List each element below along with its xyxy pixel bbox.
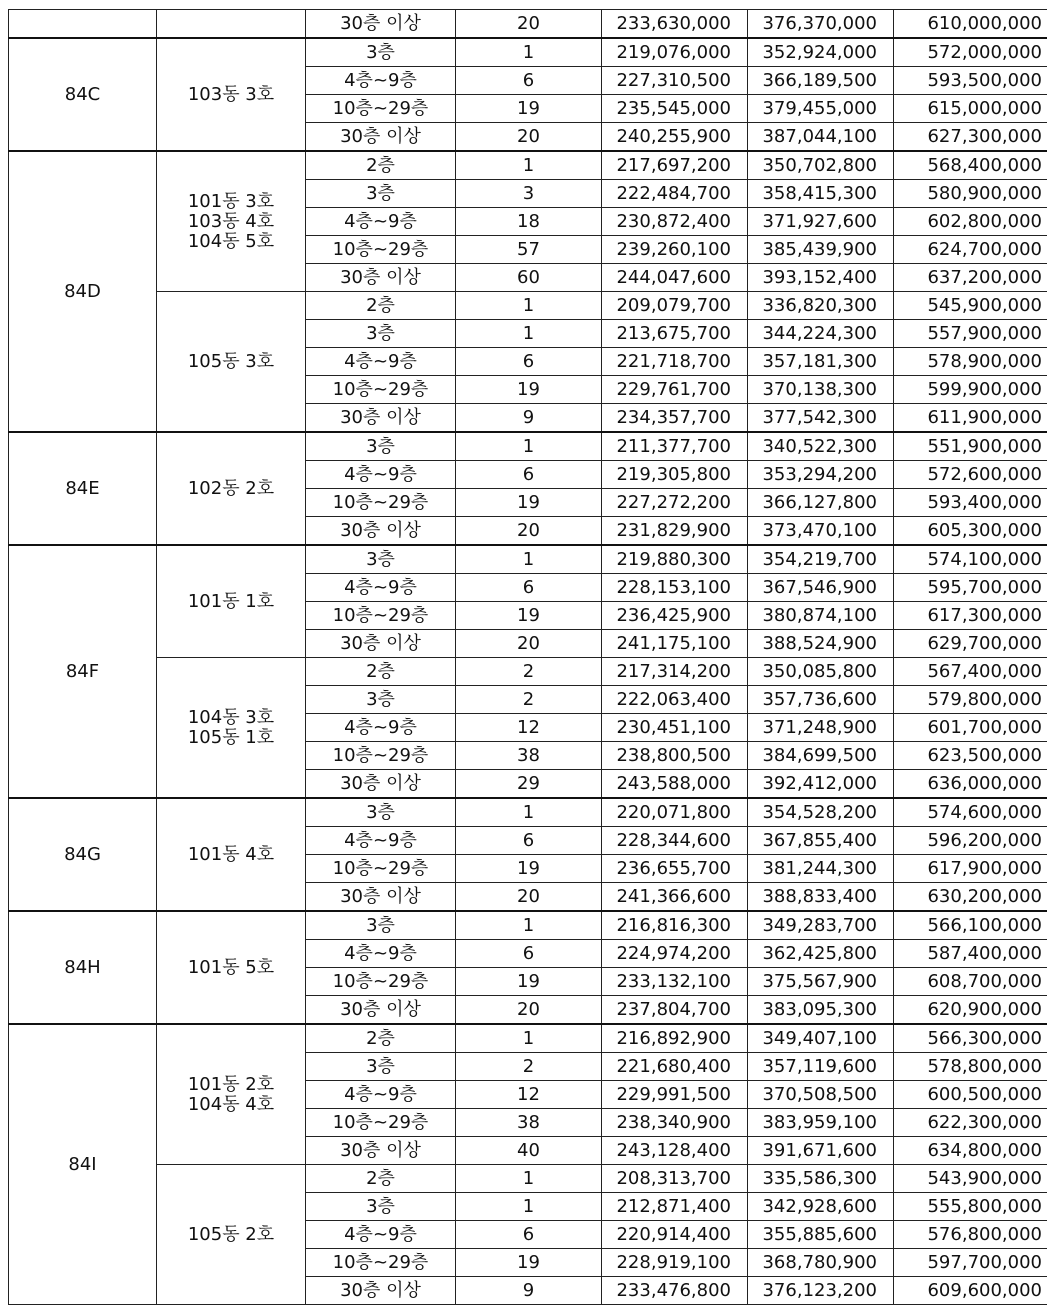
unit-count-cell: 6 bbox=[456, 940, 602, 968]
price-land-cell: 228,153,100 bbox=[602, 574, 748, 602]
price-building-cell: 342,928,600 bbox=[748, 1193, 894, 1221]
floor-range-cell: 3층 bbox=[306, 180, 456, 208]
price-building-cell: 357,119,600 bbox=[748, 1053, 894, 1081]
price-total-cell: 599,900,000 bbox=[894, 376, 1047, 404]
unit-line-cell bbox=[157, 10, 306, 39]
floor-range-cell: 3층 bbox=[306, 545, 456, 574]
unit-count-cell: 1 bbox=[456, 320, 602, 348]
unit-count-cell: 1 bbox=[456, 292, 602, 320]
unit-count-cell: 1 bbox=[456, 38, 602, 67]
unit-count-cell: 40 bbox=[456, 1137, 602, 1165]
price-total-cell: 610,000,000 bbox=[894, 10, 1047, 39]
price-total-cell: 557,900,000 bbox=[894, 320, 1047, 348]
unit-line-label: 101동 5호 bbox=[187, 956, 275, 978]
floor-range-cell: 10층~29층 bbox=[306, 968, 456, 996]
price-land-cell: 233,630,000 bbox=[602, 10, 748, 39]
unit-line-label: 105동 2호 bbox=[187, 1223, 275, 1245]
price-land-cell: 238,340,900 bbox=[602, 1109, 748, 1137]
floor-range-cell: 10층~29층 bbox=[306, 1249, 456, 1277]
price-total-cell: 629,700,000 bbox=[894, 630, 1047, 658]
price-building-cell: 367,855,400 bbox=[748, 827, 894, 855]
price-building-cell: 381,244,300 bbox=[748, 855, 894, 883]
price-total-cell: 593,500,000 bbox=[894, 67, 1047, 95]
price-building-cell: 383,095,300 bbox=[748, 996, 894, 1025]
table-row bbox=[9, 798, 1047, 827]
price-total-cell: 615,000,000 bbox=[894, 95, 1047, 123]
floor-range-cell: 4층~9층 bbox=[306, 574, 456, 602]
price-total-cell: 601,700,000 bbox=[894, 714, 1047, 742]
price-total-cell: 630,200,000 bbox=[894, 883, 1047, 912]
price-building-cell: 353,294,200 bbox=[748, 461, 894, 489]
unit-count-cell: 20 bbox=[456, 630, 602, 658]
floor-range-cell: 10층~29층 bbox=[306, 855, 456, 883]
price-building-cell: 391,671,600 bbox=[748, 1137, 894, 1165]
unit-count-cell: 1 bbox=[456, 151, 602, 180]
price-total-cell: 609,600,000 bbox=[894, 1277, 1047, 1305]
price-building-cell: 352,924,000 bbox=[748, 38, 894, 67]
price-land-cell: 243,588,000 bbox=[602, 770, 748, 799]
unit-line-cell bbox=[157, 658, 306, 799]
price-building-cell: 370,138,300 bbox=[748, 376, 894, 404]
housing-type-cell bbox=[9, 10, 157, 39]
floor-range-cell: 30층 이상 bbox=[306, 123, 456, 152]
unit-count-cell: 19 bbox=[456, 95, 602, 123]
unit-count-cell: 19 bbox=[456, 855, 602, 883]
unit-line-cell bbox=[157, 432, 306, 545]
price-land-cell: 239,260,100 bbox=[602, 236, 748, 264]
price-total-cell: 572,600,000 bbox=[894, 461, 1047, 489]
unit-count-cell: 57 bbox=[456, 236, 602, 264]
housing-type-cell: 84G bbox=[9, 798, 157, 911]
price-building-cell: 393,152,400 bbox=[748, 264, 894, 292]
floor-range-cell: 10층~29층 bbox=[306, 602, 456, 630]
price-building-cell: 358,415,300 bbox=[748, 180, 894, 208]
unit-count-cell: 20 bbox=[456, 996, 602, 1025]
price-building-cell: 373,470,100 bbox=[748, 517, 894, 546]
price-total-cell: 574,100,000 bbox=[894, 545, 1047, 574]
price-land-cell: 233,476,800 bbox=[602, 1277, 748, 1305]
price-land-cell: 219,305,800 bbox=[602, 461, 748, 489]
floor-range-cell: 30층 이상 bbox=[306, 404, 456, 433]
floor-range-cell: 30층 이상 bbox=[306, 883, 456, 912]
unit-count-cell: 6 bbox=[456, 461, 602, 489]
unit-count-cell: 20 bbox=[456, 10, 602, 39]
price-building-cell: 357,181,300 bbox=[748, 348, 894, 376]
unit-count-cell: 1 bbox=[456, 798, 602, 827]
price-land-cell: 236,425,900 bbox=[602, 602, 748, 630]
price-land-cell: 220,914,400 bbox=[602, 1221, 748, 1249]
unit-line-cell bbox=[157, 798, 306, 911]
price-land-cell: 219,076,000 bbox=[602, 38, 748, 67]
table-row bbox=[9, 151, 1047, 180]
price-total-cell: 578,800,000 bbox=[894, 1053, 1047, 1081]
price-building-cell: 349,283,700 bbox=[748, 911, 894, 940]
unit-count-cell: 18 bbox=[456, 208, 602, 236]
unit-line-cell bbox=[157, 545, 306, 658]
unit-count-cell: 2 bbox=[456, 686, 602, 714]
price-total-cell: 574,600,000 bbox=[894, 798, 1047, 827]
price-building-cell: 335,586,300 bbox=[748, 1165, 894, 1193]
floor-range-cell: 3층 bbox=[306, 1053, 456, 1081]
price-building-cell: 354,528,200 bbox=[748, 798, 894, 827]
price-land-cell: 217,314,200 bbox=[602, 658, 748, 686]
price-building-cell: 371,927,600 bbox=[748, 208, 894, 236]
floor-range-cell: 30층 이상 bbox=[306, 770, 456, 799]
unit-count-cell: 20 bbox=[456, 123, 602, 152]
price-total-cell: 602,800,000 bbox=[894, 208, 1047, 236]
unit-line-label: 101동 3호 bbox=[187, 190, 275, 212]
unit-line-label: 103동 4호 bbox=[187, 210, 275, 232]
unit-line-label: 101동 4호 bbox=[187, 843, 275, 865]
price-total-cell: 545,900,000 bbox=[894, 292, 1047, 320]
price-building-cell: 354,219,700 bbox=[748, 545, 894, 574]
unit-count-cell: 60 bbox=[456, 264, 602, 292]
table-row bbox=[9, 10, 1047, 39]
floor-range-cell: 4층~9층 bbox=[306, 940, 456, 968]
unit-count-cell: 12 bbox=[456, 1081, 602, 1109]
price-total-cell: 620,900,000 bbox=[894, 996, 1047, 1025]
unit-line-label: 103동 3호 bbox=[187, 83, 275, 105]
price-total-cell: 543,900,000 bbox=[894, 1165, 1047, 1193]
price-total-cell: 580,900,000 bbox=[894, 180, 1047, 208]
price-building-cell: 383,959,100 bbox=[748, 1109, 894, 1137]
unit-count-cell: 38 bbox=[456, 1109, 602, 1137]
price-total-cell: 576,800,000 bbox=[894, 1221, 1047, 1249]
unit-line-label: 102동 2호 bbox=[187, 477, 275, 499]
unit-line-label: 104동 4호 bbox=[187, 1093, 275, 1115]
floor-range-cell: 10층~29층 bbox=[306, 489, 456, 517]
unit-count-cell: 6 bbox=[456, 574, 602, 602]
price-total-cell: 567,400,000 bbox=[894, 658, 1047, 686]
price-table bbox=[8, 9, 1047, 1305]
price-building-cell: 367,546,900 bbox=[748, 574, 894, 602]
price-total-cell: 597,700,000 bbox=[894, 1249, 1047, 1277]
floor-range-cell: 3층 bbox=[306, 798, 456, 827]
price-total-cell: 579,800,000 bbox=[894, 686, 1047, 714]
price-total-cell: 551,900,000 bbox=[894, 432, 1047, 461]
price-building-cell: 366,189,500 bbox=[748, 67, 894, 95]
table-row bbox=[9, 658, 1047, 686]
price-land-cell: 228,919,100 bbox=[602, 1249, 748, 1277]
price-total-cell: 627,300,000 bbox=[894, 123, 1047, 152]
price-total-cell: 617,900,000 bbox=[894, 855, 1047, 883]
floor-range-cell: 30층 이상 bbox=[306, 10, 456, 39]
price-building-cell: 357,736,600 bbox=[748, 686, 894, 714]
unit-count-cell: 19 bbox=[456, 602, 602, 630]
price-land-cell: 216,892,900 bbox=[602, 1024, 748, 1053]
unit-count-cell: 12 bbox=[456, 714, 602, 742]
price-total-cell: 634,800,000 bbox=[894, 1137, 1047, 1165]
price-land-cell: 241,366,600 bbox=[602, 883, 748, 912]
price-building-cell: 387,044,100 bbox=[748, 123, 894, 152]
housing-type-cell: 84I bbox=[9, 1024, 157, 1305]
price-land-cell: 224,974,200 bbox=[602, 940, 748, 968]
floor-range-cell: 10층~29층 bbox=[306, 742, 456, 770]
price-total-cell: 566,300,000 bbox=[894, 1024, 1047, 1053]
unit-line-cell bbox=[157, 911, 306, 1024]
price-total-cell: 587,400,000 bbox=[894, 940, 1047, 968]
price-land-cell: 231,829,900 bbox=[602, 517, 748, 546]
price-land-cell: 221,718,700 bbox=[602, 348, 748, 376]
unit-count-cell: 6 bbox=[456, 67, 602, 95]
price-land-cell: 236,655,700 bbox=[602, 855, 748, 883]
price-building-cell: 380,874,100 bbox=[748, 602, 894, 630]
floor-range-cell: 3층 bbox=[306, 320, 456, 348]
price-building-cell: 340,522,300 bbox=[748, 432, 894, 461]
price-land-cell: 209,079,700 bbox=[602, 292, 748, 320]
price-building-cell: 392,412,000 bbox=[748, 770, 894, 799]
floor-range-cell: 2층 bbox=[306, 151, 456, 180]
unit-count-cell: 1 bbox=[456, 911, 602, 940]
price-land-cell: 216,816,300 bbox=[602, 911, 748, 940]
price-total-cell: 605,300,000 bbox=[894, 517, 1047, 546]
price-building-cell: 376,123,200 bbox=[748, 1277, 894, 1305]
unit-count-cell: 1 bbox=[456, 545, 602, 574]
price-land-cell: 227,310,500 bbox=[602, 67, 748, 95]
table-row bbox=[9, 911, 1047, 940]
price-total-cell: 595,700,000 bbox=[894, 574, 1047, 602]
price-table-body bbox=[9, 10, 1047, 1305]
unit-count-cell: 38 bbox=[456, 742, 602, 770]
table-row bbox=[9, 545, 1047, 574]
price-land-cell: 227,272,200 bbox=[602, 489, 748, 517]
price-land-cell: 208,313,700 bbox=[602, 1165, 748, 1193]
price-land-cell: 230,451,100 bbox=[602, 714, 748, 742]
unit-line-cell bbox=[157, 1024, 306, 1165]
price-total-cell: 608,700,000 bbox=[894, 968, 1047, 996]
price-land-cell: 235,545,000 bbox=[602, 95, 748, 123]
unit-count-cell: 2 bbox=[456, 658, 602, 686]
unit-count-cell: 3 bbox=[456, 180, 602, 208]
floor-range-cell: 3층 bbox=[306, 686, 456, 714]
floor-range-cell: 30층 이상 bbox=[306, 996, 456, 1025]
unit-line-label: 104동 3호 bbox=[187, 706, 275, 728]
price-building-cell: 349,407,100 bbox=[748, 1024, 894, 1053]
unit-count-cell: 9 bbox=[456, 404, 602, 433]
unit-line-label: 104동 5호 bbox=[187, 230, 275, 252]
price-land-cell: 228,344,600 bbox=[602, 827, 748, 855]
unit-count-cell: 20 bbox=[456, 517, 602, 546]
price-building-cell: 344,224,300 bbox=[748, 320, 894, 348]
unit-count-cell: 6 bbox=[456, 348, 602, 376]
table-row bbox=[9, 1024, 1047, 1053]
price-building-cell: 368,780,900 bbox=[748, 1249, 894, 1277]
unit-line-cell bbox=[157, 38, 306, 151]
price-total-cell: 596,200,000 bbox=[894, 827, 1047, 855]
price-land-cell: 220,071,800 bbox=[602, 798, 748, 827]
unit-count-cell: 19 bbox=[456, 968, 602, 996]
price-total-cell: 636,000,000 bbox=[894, 770, 1047, 799]
price-building-cell: 370,508,500 bbox=[748, 1081, 894, 1109]
price-total-cell: 566,100,000 bbox=[894, 911, 1047, 940]
price-land-cell: 230,872,400 bbox=[602, 208, 748, 236]
price-total-cell: 637,200,000 bbox=[894, 264, 1047, 292]
price-land-cell: 222,063,400 bbox=[602, 686, 748, 714]
price-building-cell: 362,425,800 bbox=[748, 940, 894, 968]
price-building-cell: 371,248,900 bbox=[748, 714, 894, 742]
floor-range-cell: 10층~29층 bbox=[306, 1109, 456, 1137]
price-land-cell: 237,804,700 bbox=[602, 996, 748, 1025]
unit-count-cell: 1 bbox=[456, 1165, 602, 1193]
unit-count-cell: 1 bbox=[456, 432, 602, 461]
price-building-cell: 350,702,800 bbox=[748, 151, 894, 180]
floor-range-cell: 10층~29층 bbox=[306, 236, 456, 264]
price-building-cell: 377,542,300 bbox=[748, 404, 894, 433]
price-land-cell: 222,484,700 bbox=[602, 180, 748, 208]
unit-count-cell: 9 bbox=[456, 1277, 602, 1305]
price-building-cell: 384,699,500 bbox=[748, 742, 894, 770]
unit-count-cell: 2 bbox=[456, 1053, 602, 1081]
floor-range-cell: 10층~29층 bbox=[306, 95, 456, 123]
floor-range-cell: 4층~9층 bbox=[306, 461, 456, 489]
table-row bbox=[9, 432, 1047, 461]
housing-type-cell: 84E bbox=[9, 432, 157, 545]
floor-range-cell: 30층 이상 bbox=[306, 1137, 456, 1165]
housing-type-cell: 84F bbox=[9, 545, 157, 798]
price-building-cell: 388,524,900 bbox=[748, 630, 894, 658]
price-total-cell: 578,900,000 bbox=[894, 348, 1047, 376]
floor-range-cell: 3층 bbox=[306, 1193, 456, 1221]
price-land-cell: 233,132,100 bbox=[602, 968, 748, 996]
unit-line-cell bbox=[157, 292, 306, 433]
table-row bbox=[9, 292, 1047, 320]
price-land-cell: 234,357,700 bbox=[602, 404, 748, 433]
price-total-cell: 622,300,000 bbox=[894, 1109, 1047, 1137]
unit-line-label: 101동 1호 bbox=[187, 590, 275, 612]
floor-range-cell: 30층 이상 bbox=[306, 1277, 456, 1305]
unit-count-cell: 19 bbox=[456, 1249, 602, 1277]
unit-count-cell: 20 bbox=[456, 883, 602, 912]
price-total-cell: 593,400,000 bbox=[894, 489, 1047, 517]
price-building-cell: 388,833,400 bbox=[748, 883, 894, 912]
unit-line-cell bbox=[157, 151, 306, 292]
housing-type-cell: 84C bbox=[9, 38, 157, 151]
price-building-cell: 355,885,600 bbox=[748, 1221, 894, 1249]
floor-range-cell: 4층~9층 bbox=[306, 208, 456, 236]
unit-line-label: 105동 3호 bbox=[187, 350, 275, 372]
floor-range-cell: 4층~9층 bbox=[306, 1081, 456, 1109]
floor-range-cell: 4층~9층 bbox=[306, 67, 456, 95]
floor-range-cell: 2층 bbox=[306, 1165, 456, 1193]
price-land-cell: 213,675,700 bbox=[602, 320, 748, 348]
unit-count-cell: 6 bbox=[456, 827, 602, 855]
unit-count-cell: 19 bbox=[456, 376, 602, 404]
price-land-cell: 229,761,700 bbox=[602, 376, 748, 404]
floor-range-cell: 2층 bbox=[306, 658, 456, 686]
price-building-cell: 350,085,800 bbox=[748, 658, 894, 686]
floor-range-cell: 4층~9층 bbox=[306, 714, 456, 742]
price-building-cell: 366,127,800 bbox=[748, 489, 894, 517]
price-land-cell: 212,871,400 bbox=[602, 1193, 748, 1221]
price-total-cell: 572,000,000 bbox=[894, 38, 1047, 67]
price-land-cell: 211,377,700 bbox=[602, 432, 748, 461]
price-land-cell: 219,880,300 bbox=[602, 545, 748, 574]
unit-count-cell: 1 bbox=[456, 1024, 602, 1053]
price-building-cell: 336,820,300 bbox=[748, 292, 894, 320]
price-land-cell: 221,680,400 bbox=[602, 1053, 748, 1081]
floor-range-cell: 4층~9층 bbox=[306, 827, 456, 855]
price-land-cell: 244,047,600 bbox=[602, 264, 748, 292]
floor-range-cell: 30층 이상 bbox=[306, 517, 456, 546]
price-building-cell: 375,567,900 bbox=[748, 968, 894, 996]
price-land-cell: 240,255,900 bbox=[602, 123, 748, 152]
price-total-cell: 600,500,000 bbox=[894, 1081, 1047, 1109]
price-land-cell: 241,175,100 bbox=[602, 630, 748, 658]
price-total-cell: 623,500,000 bbox=[894, 742, 1047, 770]
unit-count-cell: 6 bbox=[456, 1221, 602, 1249]
floor-range-cell: 30층 이상 bbox=[306, 630, 456, 658]
price-building-cell: 385,439,900 bbox=[748, 236, 894, 264]
floor-range-cell: 10층~29층 bbox=[306, 376, 456, 404]
floor-range-cell: 3층 bbox=[306, 432, 456, 461]
floor-range-cell: 3층 bbox=[306, 38, 456, 67]
price-total-cell: 617,300,000 bbox=[894, 602, 1047, 630]
price-total-cell: 624,700,000 bbox=[894, 236, 1047, 264]
price-table-container bbox=[8, 9, 1047, 1305]
floor-range-cell: 30층 이상 bbox=[306, 264, 456, 292]
price-land-cell: 229,991,500 bbox=[602, 1081, 748, 1109]
table-row bbox=[9, 1165, 1047, 1193]
unit-count-cell: 29 bbox=[456, 770, 602, 799]
price-building-cell: 376,370,000 bbox=[748, 10, 894, 39]
unit-line-cell bbox=[157, 1165, 306, 1305]
unit-line-label: 105동 1호 bbox=[187, 726, 275, 748]
unit-line-label: 101동 2호 bbox=[187, 1073, 275, 1095]
housing-type-cell: 84D bbox=[9, 151, 157, 432]
price-land-cell: 217,697,200 bbox=[602, 151, 748, 180]
price-total-cell: 568,400,000 bbox=[894, 151, 1047, 180]
price-land-cell: 243,128,400 bbox=[602, 1137, 748, 1165]
unit-count-cell: 19 bbox=[456, 489, 602, 517]
floor-range-cell: 2층 bbox=[306, 1024, 456, 1053]
price-building-cell: 379,455,000 bbox=[748, 95, 894, 123]
unit-count-cell: 1 bbox=[456, 1193, 602, 1221]
price-land-cell: 238,800,500 bbox=[602, 742, 748, 770]
price-total-cell: 555,800,000 bbox=[894, 1193, 1047, 1221]
table-row bbox=[9, 38, 1047, 67]
floor-range-cell: 4층~9층 bbox=[306, 1221, 456, 1249]
housing-type-cell: 84H bbox=[9, 911, 157, 1024]
floor-range-cell: 3층 bbox=[306, 911, 456, 940]
floor-range-cell: 4층~9층 bbox=[306, 348, 456, 376]
floor-range-cell: 2층 bbox=[306, 292, 456, 320]
price-total-cell: 611,900,000 bbox=[894, 404, 1047, 433]
